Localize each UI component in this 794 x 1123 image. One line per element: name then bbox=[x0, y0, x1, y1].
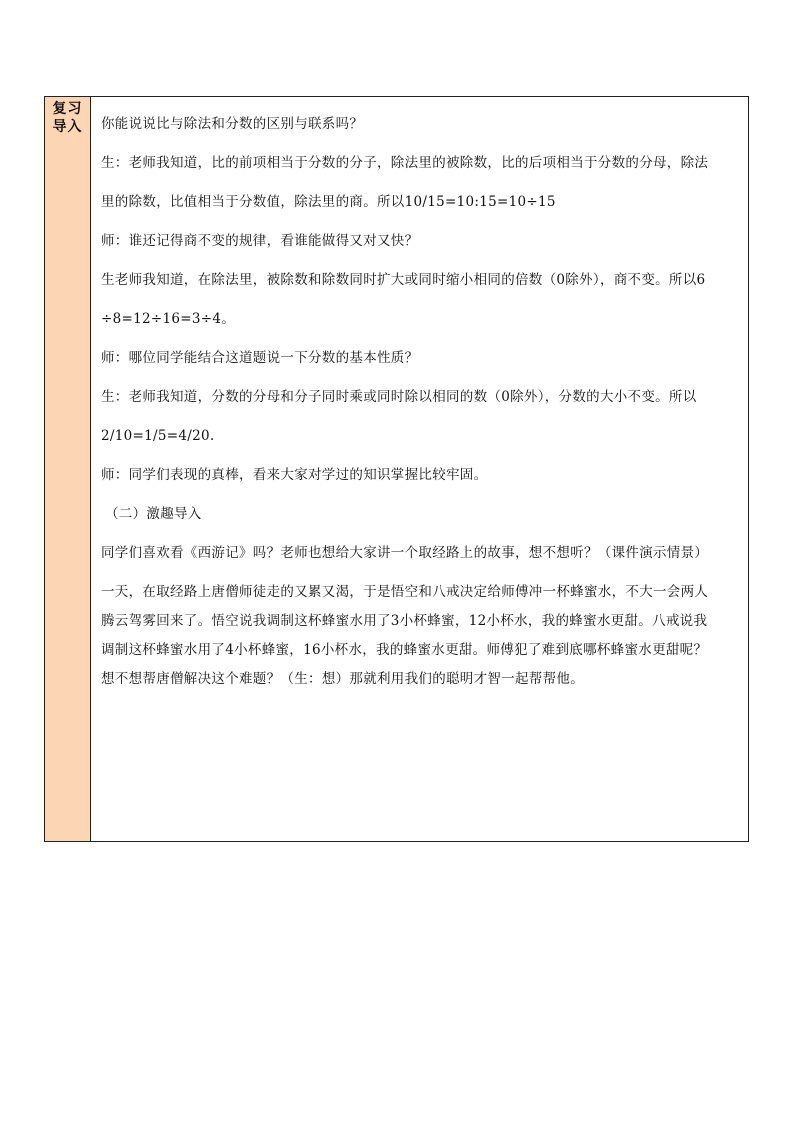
row-label-line-2: 导入 bbox=[52, 119, 83, 135]
student-answer-line: 里的除数，比值相当于分数值，除法里的商。所以10/15=10:15=10÷15 bbox=[101, 194, 556, 210]
teacher-comment-line: 师：同学们表现的真棒，看来大家对学过的知识掌握比较牢固。 bbox=[101, 467, 488, 483]
story-line: 同学们喜欢看《西游记》吗？老师也想给大家讲一个取经路上的故事，想不想听？（课件演示情景） bbox=[101, 545, 709, 561]
teacher-question-line: 师：哪位同学能结合这道题说一下分数的基本性质？ bbox=[101, 350, 419, 366]
story-line: 一天，在取经路上唐僧师徒走的又累又渴，于是悟空和八戒决定给师傅冲一杯蜂蜜水，不大一会两人 bbox=[101, 584, 709, 600]
student-answer-line: ÷8=12÷16=3÷4。 bbox=[101, 311, 236, 327]
question-line: 你能说说比与除法和分数的区别与联系吗？ bbox=[101, 116, 364, 132]
content-cell bbox=[91, 97, 748, 841]
section-heading: （二）激趣导入 bbox=[105, 506, 202, 522]
student-answer-line: 生：老师我知道，比的前项相当于分数的分子，除法里的被除数，比的后项相当于分数的分母，除法 bbox=[101, 155, 709, 171]
student-answer-line: 生：老师我知道，分数的分母和分子同时乘或同时除以相同的数（0除外），分数的大小不变。所以 bbox=[101, 389, 697, 405]
story-line: 腾云驾雾回来了。悟空说我调制这杯蜂蜜水用了3小杯蜂蜜，12小杯水，我的蜂蜜水更甜。八戒说我 bbox=[101, 613, 708, 629]
student-answer-line: 生老师我知道，在除法里，被除数和除数同时扩大或同时缩小相同的倍数（0除外），商不变。所以6 bbox=[101, 272, 706, 288]
lesson-table bbox=[44, 96, 749, 842]
row-label-line-1: 复习 bbox=[52, 101, 83, 117]
row-label-cell bbox=[45, 97, 91, 841]
student-answer-line: 2/10=1/5=4/20. bbox=[101, 428, 215, 444]
story-line: 想不想帮唐僧解决这个难题？（生：想）那就利用我们的聪明才智一起帮帮他。 bbox=[101, 671, 584, 687]
teacher-question-line: 师：谁还记得商不变的规律，看谁能做得又对又快？ bbox=[101, 233, 419, 249]
story-line: 调制这杯蜂蜜水用了4小杯蜂蜜，16小杯水，我的蜂蜜水更甜。师傅犯了难到底哪杯蜂蜜水更甜呢？ bbox=[101, 642, 708, 658]
